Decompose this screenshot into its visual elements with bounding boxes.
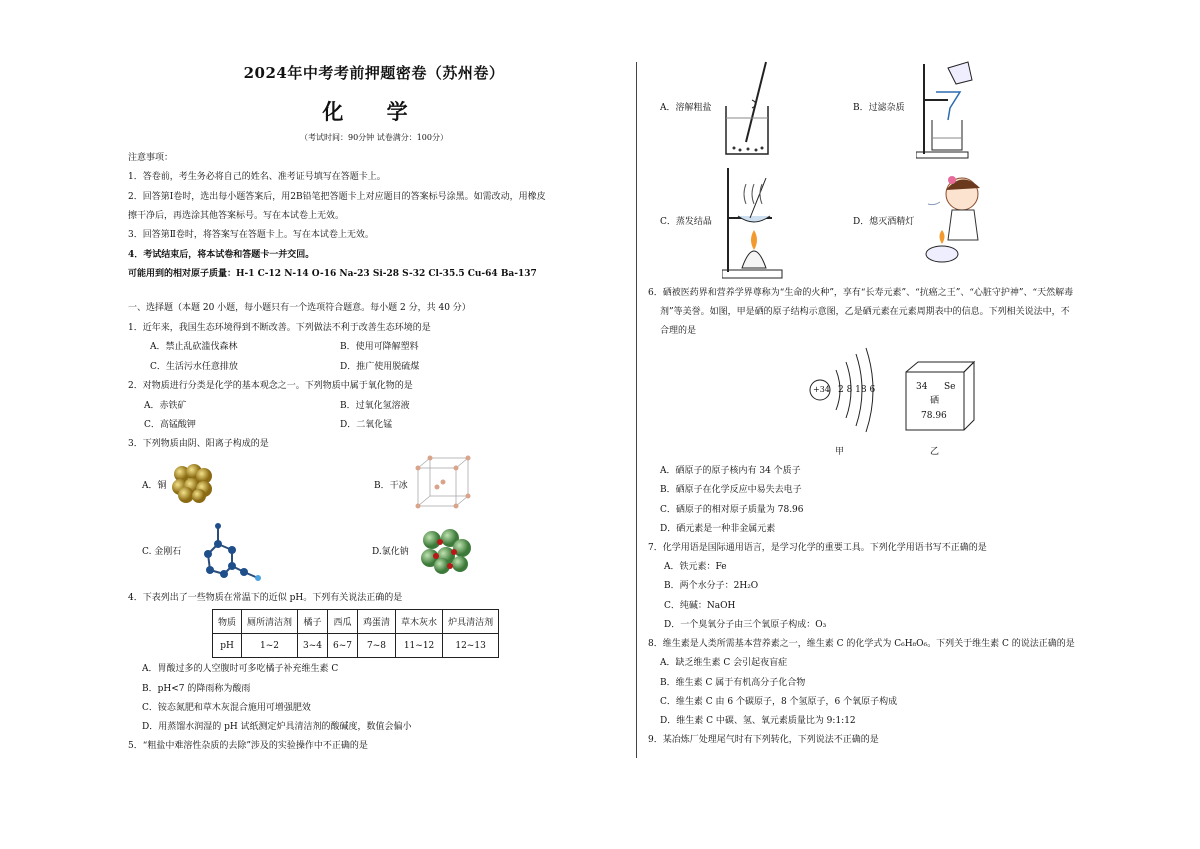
table-cell: 6~7 [328,634,358,658]
subject-title: 化 学 [322,99,426,124]
option-b[interactable]: B．pH<7 的降雨称为酸雨 [142,684,251,694]
option-a[interactable]: A．禁止乱砍滥伐森林 [150,342,238,352]
table-row [213,634,499,658]
table-cell: 12~13 [443,634,499,658]
option-a[interactable]: A．缺乏维生素 C 会引起夜盲症 [660,658,788,668]
question-stem: 7．化学用语是国际通用语言，是学习化学的重要工具。下列化学用语书写不正确的是 [648,543,987,553]
copper-lattice-icon [170,462,216,504]
element-number: 34 [916,382,928,392]
figure-label-jia: 甲 [835,447,845,457]
atom-shells-label: 2 8 18 6 [838,385,876,395]
option-d[interactable]: D．维生素 C 中碳、氢、氧元素质量比为 9:1:12 [660,716,856,726]
element-symbol: Se [944,382,956,392]
option-d[interactable]: D．一个臭氧分子由三个氧原子构成：O₃ [664,620,827,630]
option-d[interactable]: D．硒元素是一种非金属元素 [660,524,776,534]
option-b[interactable]: B．过氧化氢溶液 [340,401,410,411]
table-header-cell: 炉具清洁剂 [443,610,499,634]
option-a[interactable]: A．赤铁矿 [144,401,187,411]
question-stem: 1．近年来，我国生态环境得到不断改善。下列做法不利于改善生态环境的是 [128,323,431,333]
section-heading: 一、选择题（本题 20 小题，每小题只有一个选项符合题意。每小题 2 分，共 40 分） [128,303,471,313]
option-a[interactable]: A．胃酸过多的人空腹时可多吃橘子补充维生素 C [142,664,339,674]
figure-label-yi: 乙 [930,447,940,457]
table-cell: 11~12 [396,634,443,658]
atom-nucleus-label: +34 [813,385,830,394]
table-header-cell: 西瓜 [328,610,358,634]
notes-heading: 注意事项： [128,153,174,163]
diamond-structure-icon [196,520,264,582]
question-stem: 4．下表列出了一些物质在常温下的近似 pH。下列有关说法正确的是 [128,593,403,603]
question-stem: 8．维生素是人类所需基本营养素之一，维生素 C 的化学式为 C₆H₈O₆。下列关于维生素 C 的说法正确的是 [648,639,1075,649]
option-c[interactable]: C．生活污水任意排放 [150,362,238,372]
note-item: 擦干净后，再选涂其他答案标号。写在本试卷上无效。 [128,211,345,221]
question-stem: 剂”等美誉。如图，甲是硒的原子结构示意图，乙是硒元素在元素周期表中的信息。下列相关说法中，不 [660,307,1070,317]
beaker-stirring-icon [722,60,772,160]
table-cell: 3~4 [298,634,328,658]
question-stem: 9．某冶炼厂处理尾气时有下列转化，下列说法不正确的是 [648,735,879,745]
exam-info: （考试时间：90分钟 试卷满分：100分） [300,133,448,142]
element-mass: 78.96 [921,411,947,421]
question-stem: 6．硒被医药界和营养学界尊称为“生命的火种”，享有“长寿元素”、“抗癌之王”、“心脏守护神”、“天然解毒 [648,288,1074,298]
table-cell: pH [213,634,242,658]
question-stem: 3．下列物质由阴、阳离子构成的是 [128,439,269,449]
option-c[interactable]: C．高锰酸钾 [144,420,196,430]
element-name: 硒 [930,396,940,406]
option-a[interactable]: A．铜 [142,481,167,491]
table-header-cell: 橘子 [298,610,328,634]
option-c[interactable]: C. 金刚石 [142,547,182,557]
option-a[interactable]: A．硒原子的原子核内有 34 个质子 [660,466,801,476]
option-d[interactable]: D．推广使用脱硫煤 [340,362,420,372]
option-b[interactable]: B．干冰 [374,481,408,491]
option-d[interactable]: D．二氧化锰 [340,420,393,430]
question-stem: 合理的是 [660,326,697,336]
ph-table [212,609,499,658]
column-divider [636,62,637,758]
table-row [213,610,499,634]
question-stem: 2．对物质进行分类是化学的基本观念之一。下列物质中属于氧化物的是 [128,381,413,391]
option-c[interactable]: C．硒原子的相对原子质量为 78.96 [660,505,804,515]
paper-title: 2024年中考考前押题密卷（苏州卷） [243,64,505,82]
option-c[interactable]: C．蒸发结晶 [660,217,712,227]
table-cell: 1~2 [242,634,298,658]
option-b[interactable]: B．维生素 C 属于有机高分子化合物 [660,678,806,688]
option-d[interactable]: D．用蒸馏水润湿的 pH 试纸测定炉具清洁剂的酸碱度，数值会偏小 [142,722,412,732]
table-header-cell: 厕所清洁剂 [242,610,298,634]
dry-ice-lattice-icon [412,454,474,510]
question-stem: 5．“粗盐中难溶性杂质的去除”涉及的实验操作中不正确的是 [128,741,368,751]
option-c[interactable]: C．铵态氮肥和草木灰混合施用可增强肥效 [142,703,311,713]
evaporation-setup-icon [722,164,786,280]
option-d[interactable]: D．熄灭酒精灯 [853,217,915,227]
option-b[interactable]: B．使用可降解塑料 [340,342,419,352]
atomic-masses: 可能用到的相对原子质量：H-1 C-12 N-14 O-16 Na-23 Si-28 S-32 Cl-35.5 Cu-64 Ba-137 [128,269,537,279]
option-c[interactable]: C．维生素 C 由 6 个碳原子，8 个氢原子，6 个氧原子构成 [660,697,898,707]
option-a[interactable]: A．铁元素：Fe [664,562,727,572]
option-a[interactable]: A．溶解粗盐 [660,103,712,113]
option-d[interactable]: D.氯化钠 [372,547,409,557]
blowing-out-lamp-icon [922,170,988,266]
option-b[interactable]: B．过滤杂质 [853,103,905,113]
option-b[interactable]: B．两个水分子：2H₂O [664,581,759,591]
note-item: 1．答卷前，考生务必将自己的姓名、准考证号填写在答题卡上。 [128,172,386,182]
note-item: 2．回答第Ⅰ卷时，选出每小题答案后，用2B铅笔把答题卡上对应题目的答案标号涂黑。如需改动，用橡皮 [128,192,546,202]
table-cell: 7~8 [358,634,396,658]
filtration-setup-icon [916,60,976,160]
note-item: 3．回答第Ⅱ卷时，将答案写在答题卡上。写在本试卷上无效。 [128,230,374,240]
option-c[interactable]: C．纯碱：NaOH [664,601,736,611]
sodium-chloride-lattice-icon [420,528,472,574]
option-b[interactable]: B．硒原子在化学反应中易失去电子 [660,485,802,495]
table-header-cell: 草木灰水 [396,610,443,634]
table-header-cell: 鸡蛋清 [358,610,396,634]
table-header-cell: 物质 [213,610,242,634]
note-item: 4．考试结束后，将本试卷和答题卡一并交回。 [128,250,315,260]
